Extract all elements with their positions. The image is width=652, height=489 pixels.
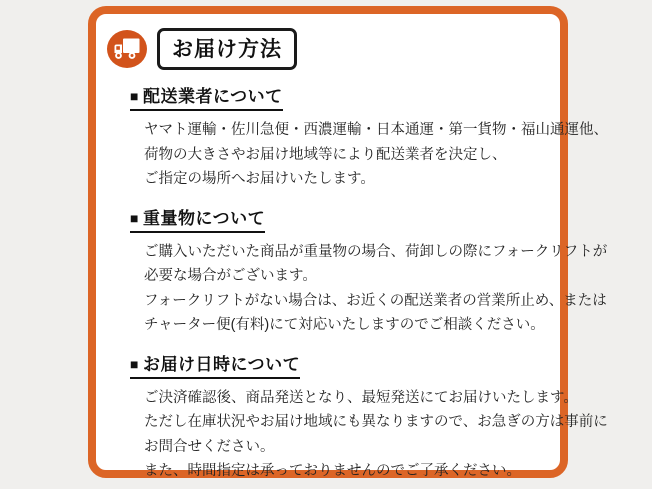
- section-heavy-items-heading-text: 重量物について: [142, 208, 266, 228]
- section-delivery-datetime-heading-text: お届け日時について: [142, 354, 301, 374]
- page-title: お届け方法: [157, 28, 297, 70]
- delivery-info-panel: [88, 6, 608, 479]
- body-line: お問合せください。: [144, 438, 275, 455]
- body-line: 荷物の大きさやお届け地域等により配送業者を決定し、: [144, 146, 507, 163]
- section-heavy-items: [130, 204, 608, 338]
- body-line: また、時間指定は承っておりませんのでご了承ください。: [144, 463, 521, 479]
- square-bullet-icon: ■: [130, 88, 139, 104]
- section-delivery-datetime-body: [130, 386, 608, 484]
- square-bullet-icon: ■: [130, 355, 139, 372]
- section-carrier-heading: [130, 82, 283, 111]
- body-line: ご決済確認後、商品発送となり、最短発送にてお届けいたします。: [144, 389, 578, 406]
- section-delivery-datetime-heading: [130, 350, 300, 379]
- truck-icon: [106, 29, 148, 69]
- body-line: ご指定の場所へお届けいたします。: [144, 171, 375, 187]
- section-heavy-items-body: [130, 240, 608, 338]
- body-line: 必要な場合がございます。: [144, 268, 317, 284]
- section-carrier-body: [130, 118, 608, 192]
- square-bullet-icon: ■: [130, 209, 139, 226]
- body-line: チャーター便(有料)にて対応いたしますのでご相談ください。: [144, 317, 545, 333]
- body-line: ヤマト運輸・佐川急便・西濃運輸・日本通運・第一貨物・福山通運他、: [144, 122, 608, 138]
- section-delivery-datetime: [130, 350, 608, 484]
- section-heavy-items-heading: [130, 204, 265, 233]
- section-carrier-heading-text: 配送業者について: [142, 87, 283, 106]
- body-line: ご購入いただいた商品が重量物の場合、荷卸しの際にフォークリフトが: [144, 243, 608, 260]
- body-line: ただし在庫状況やお届け地域にも異なりますので、お急ぎの方は事前に: [144, 414, 608, 430]
- body-line: フォークリフトがない場合は、お近くの配送業者の営業所止め、または: [144, 292, 607, 309]
- section-carrier: [130, 82, 608, 192]
- title-row: [106, 28, 560, 70]
